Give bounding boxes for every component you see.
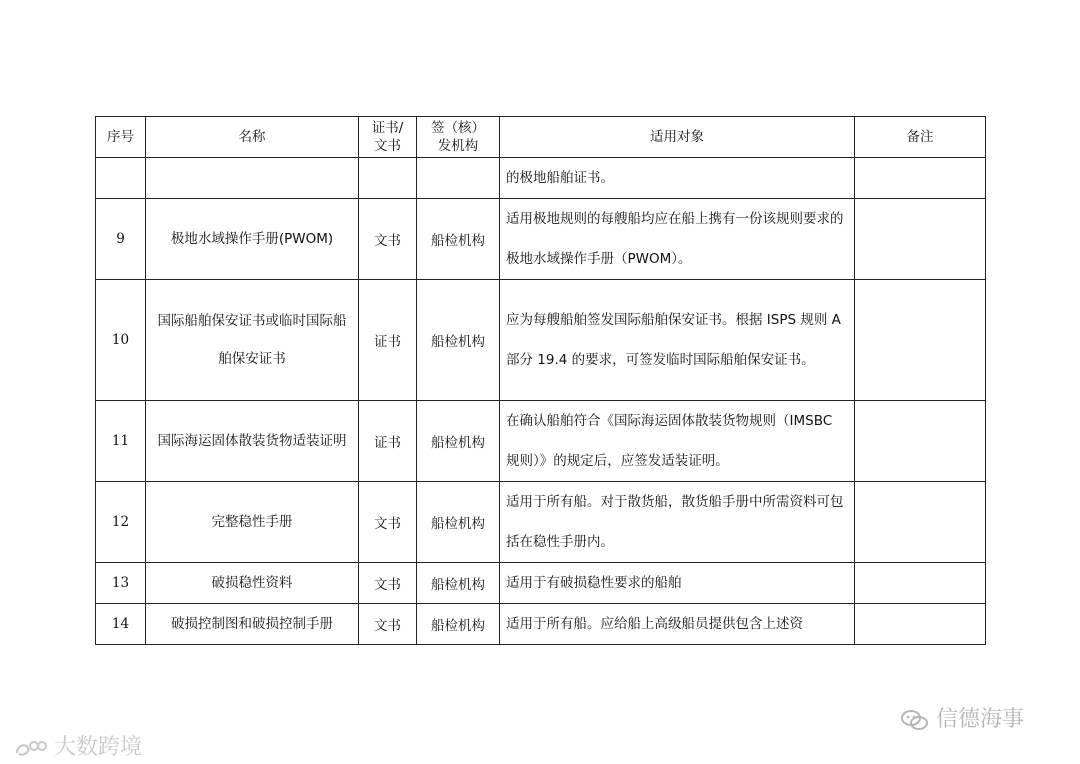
cell-type: 文书 — [359, 563, 417, 604]
cell-seq: 14 — [96, 604, 146, 645]
table-row — [96, 482, 986, 563]
weibo-like-logo-icon — [14, 737, 48, 759]
cell-name: 极地水域操作手册(PWOM) — [146, 199, 359, 280]
cell-applicability: 适用于有破损稳性要求的船舶 — [500, 563, 855, 604]
cell-type — [359, 158, 417, 199]
header-name: 名称 — [146, 117, 359, 158]
cell-name: 破损控制图和破损控制手册 — [146, 604, 359, 645]
cell-applicability: 适用于所有船。应给船上高级船员提供包含上述资 — [500, 604, 855, 645]
header-type-line2: 文书 — [374, 138, 401, 154]
cell-seq — [96, 158, 146, 199]
cell-remarks — [855, 604, 986, 645]
cell-issuer — [417, 158, 500, 199]
header-type — [359, 117, 417, 158]
cell-type: 文书 — [359, 482, 417, 563]
cell-name — [146, 158, 359, 199]
cell-issuer: 船检机构 — [417, 482, 500, 563]
cell-type: 证书 — [359, 280, 417, 401]
cell-issuer: 船检机构 — [417, 401, 500, 482]
cell-seq: 9 — [96, 199, 146, 280]
cell-applicability: 在确认船舶符合《国际海运固体散装货物规则（IMSBC 规则）》的规定后，应签发适装证明。 — [500, 401, 855, 482]
cell-applicability: 应为每艘船舶签发国际船舶保安证书。根据 ISPS 规则 A 部分 19.4 的要求，可签发临时国际船舶保安证书。 — [500, 280, 855, 401]
cell-name: 国际海运固体散装货物适装证明 — [146, 401, 359, 482]
cell-type: 文书 — [359, 199, 417, 280]
cell-remarks — [855, 280, 986, 401]
header-issuer-line2: 发机构 — [437, 138, 479, 154]
header-remarks: 备注 — [855, 117, 986, 158]
watermark-left — [14, 730, 142, 761]
table-row — [96, 563, 986, 604]
cell-seq: 12 — [96, 482, 146, 563]
header-applicability: 适用对象 — [500, 117, 855, 158]
cell-name: 破损稳性资料 — [146, 563, 359, 604]
header-seq: 序号 — [96, 117, 146, 158]
table-row — [96, 199, 986, 280]
cell-remarks — [855, 482, 986, 563]
cell-issuer: 船检机构 — [417, 280, 500, 401]
cell-applicability: 的极地船舶证书。 — [500, 158, 855, 199]
header-issuer — [417, 117, 500, 158]
table-row — [96, 604, 986, 645]
cell-seq: 10 — [96, 280, 146, 401]
table-row — [96, 158, 986, 199]
watermark-right — [900, 702, 1024, 733]
cell-remarks — [855, 199, 986, 280]
cell-issuer: 船检机构 — [417, 563, 500, 604]
cell-name: 国际船舶保安证书或临时国际船舶保安证书 — [146, 280, 359, 401]
cell-issuer: 船检机构 — [417, 604, 500, 645]
header-type-line1: 证书/ — [371, 120, 404, 136]
cell-name: 完整稳性手册 — [146, 482, 359, 563]
cell-applicability: 适用于所有船。对于散货船，散货船手册中所需资料可包括在稳性手册内。 — [500, 482, 855, 563]
wechat-logo-icon — [900, 708, 930, 732]
cell-applicability: 适用极地规则的每艘船均应在船上携有一份该规则要求的极地水域操作手册（PWOM）。 — [500, 199, 855, 280]
cell-issuer: 船检机构 — [417, 199, 500, 280]
cell-remarks — [855, 563, 986, 604]
cell-seq: 11 — [96, 401, 146, 482]
cell-remarks — [855, 158, 986, 199]
cell-remarks — [855, 401, 986, 482]
header-issuer-line1: 签（核） — [431, 120, 485, 136]
watermark-right-text: 信德海事 — [936, 707, 1025, 732]
cell-type: 文书 — [359, 604, 417, 645]
cell-seq: 13 — [96, 563, 146, 604]
table-row — [96, 280, 986, 401]
certificate-table — [95, 116, 986, 645]
cell-type: 证书 — [359, 401, 417, 482]
watermark-left-text: 大数跨境 — [54, 735, 143, 760]
table-row — [96, 401, 986, 482]
table-header-row — [96, 117, 986, 158]
